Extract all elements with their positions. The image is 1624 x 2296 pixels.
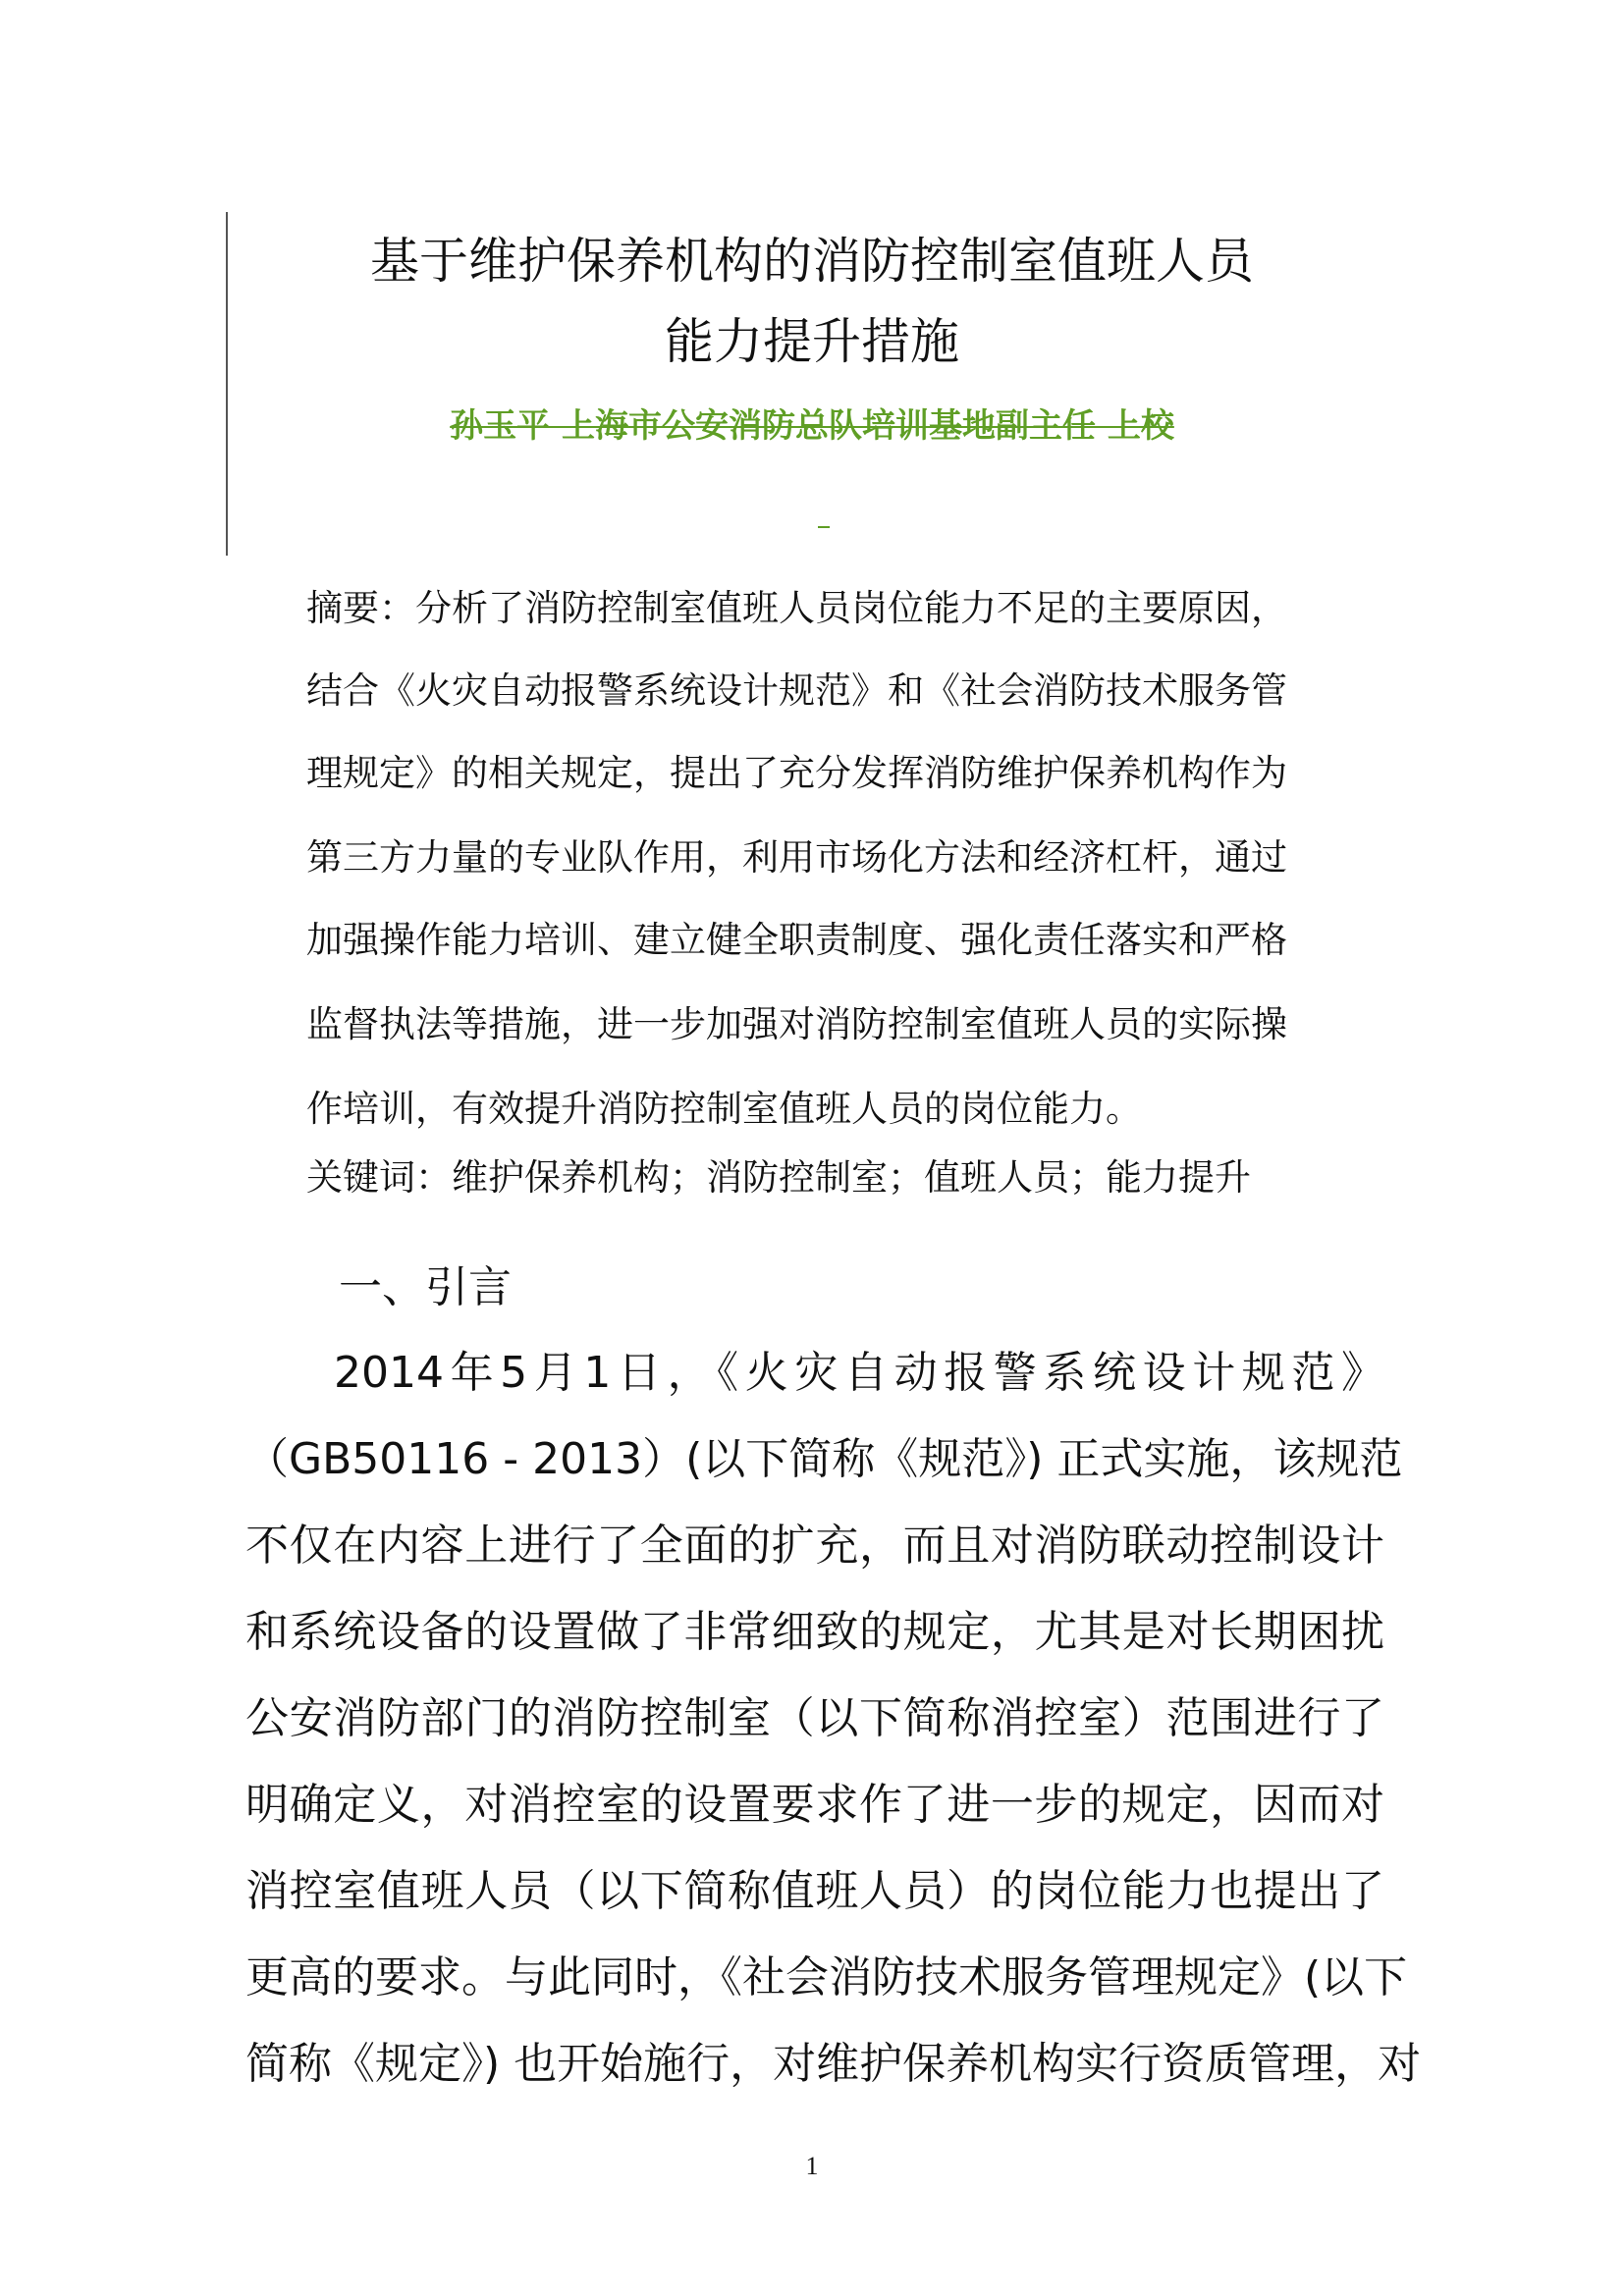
revision-mark	[818, 526, 830, 528]
abstract-line: 摘要：分析了消防控制室值班人员岗位能力不足的主要原因，	[306, 587, 1287, 629]
section-heading-introduction: 一、引言	[339, 1262, 512, 1312]
body-text-line: （GB50116 - 2013）(以下简称《规范》) 正式实施，该规范	[245, 1434, 1403, 1484]
body-text-line: 公安消防部门的消防控制室（以下简称消控室）范围进行了	[245, 1693, 1384, 1743]
body-text-line: 明确定义，对消控室的设置要求作了进一步的规定，因而对	[245, 1780, 1384, 1830]
body-text-line: 不仅在内容上进行了全面的扩充，而且对消防联动控制设计	[245, 1521, 1384, 1571]
abstract-line: 作培训，有效提升消防控制室值班人员的岗位能力。	[306, 1088, 1142, 1130]
abstract-line: 加强操作能力培训、建立健全职责制度、强化责任落实和严格	[306, 919, 1287, 961]
abstract-line: 监督执法等措施，进一步加强对消防控制室值班人员的实际操	[306, 1003, 1287, 1045]
page-number: 1	[805, 2152, 819, 2180]
body-text-line: 更高的要求。与此同时，《社会消防技术服务管理规定》(以下	[245, 1952, 1408, 2002]
abstract-line: 结合《火灾自动报警系统设计规范》和《社会消防技术服务管	[306, 669, 1287, 712]
page-title-line-2: 能力提升措施	[665, 313, 959, 370]
keywords-line: 关键词：维护保养机构；消防控制室；值班人员；能力提升	[306, 1156, 1251, 1199]
body-text-line: 2014年5月1日，《火灾自动报警系统设计规范》	[334, 1348, 1384, 1398]
abstract-line: 第三方力量的专业队作用，利用市场化方法和经济杠杆，通过	[306, 836, 1287, 879]
page-title-line-1: 基于维护保养机构的消防控制室值班人员	[370, 233, 1254, 290]
body-text-line: 和系统设备的设置做了非常细致的规定，尤其是对长期困扰	[245, 1607, 1384, 1657]
body-text-line: 简称《规定》) 也开始施行，对维护保养机构实行资质管理，对	[245, 2039, 1422, 2089]
body-text-line: 消控室值班人员（以下简称值班人员）的岗位能力也提出了	[245, 1866, 1384, 1916]
author-line-tracked-deletion: 孙玉平 上海市公安消防总队培训基地副主任 上校	[450, 406, 1174, 446]
abstract-line: 理规定》的相关规定，提出了充分发挥消防维护保养机构作为	[306, 752, 1287, 794]
